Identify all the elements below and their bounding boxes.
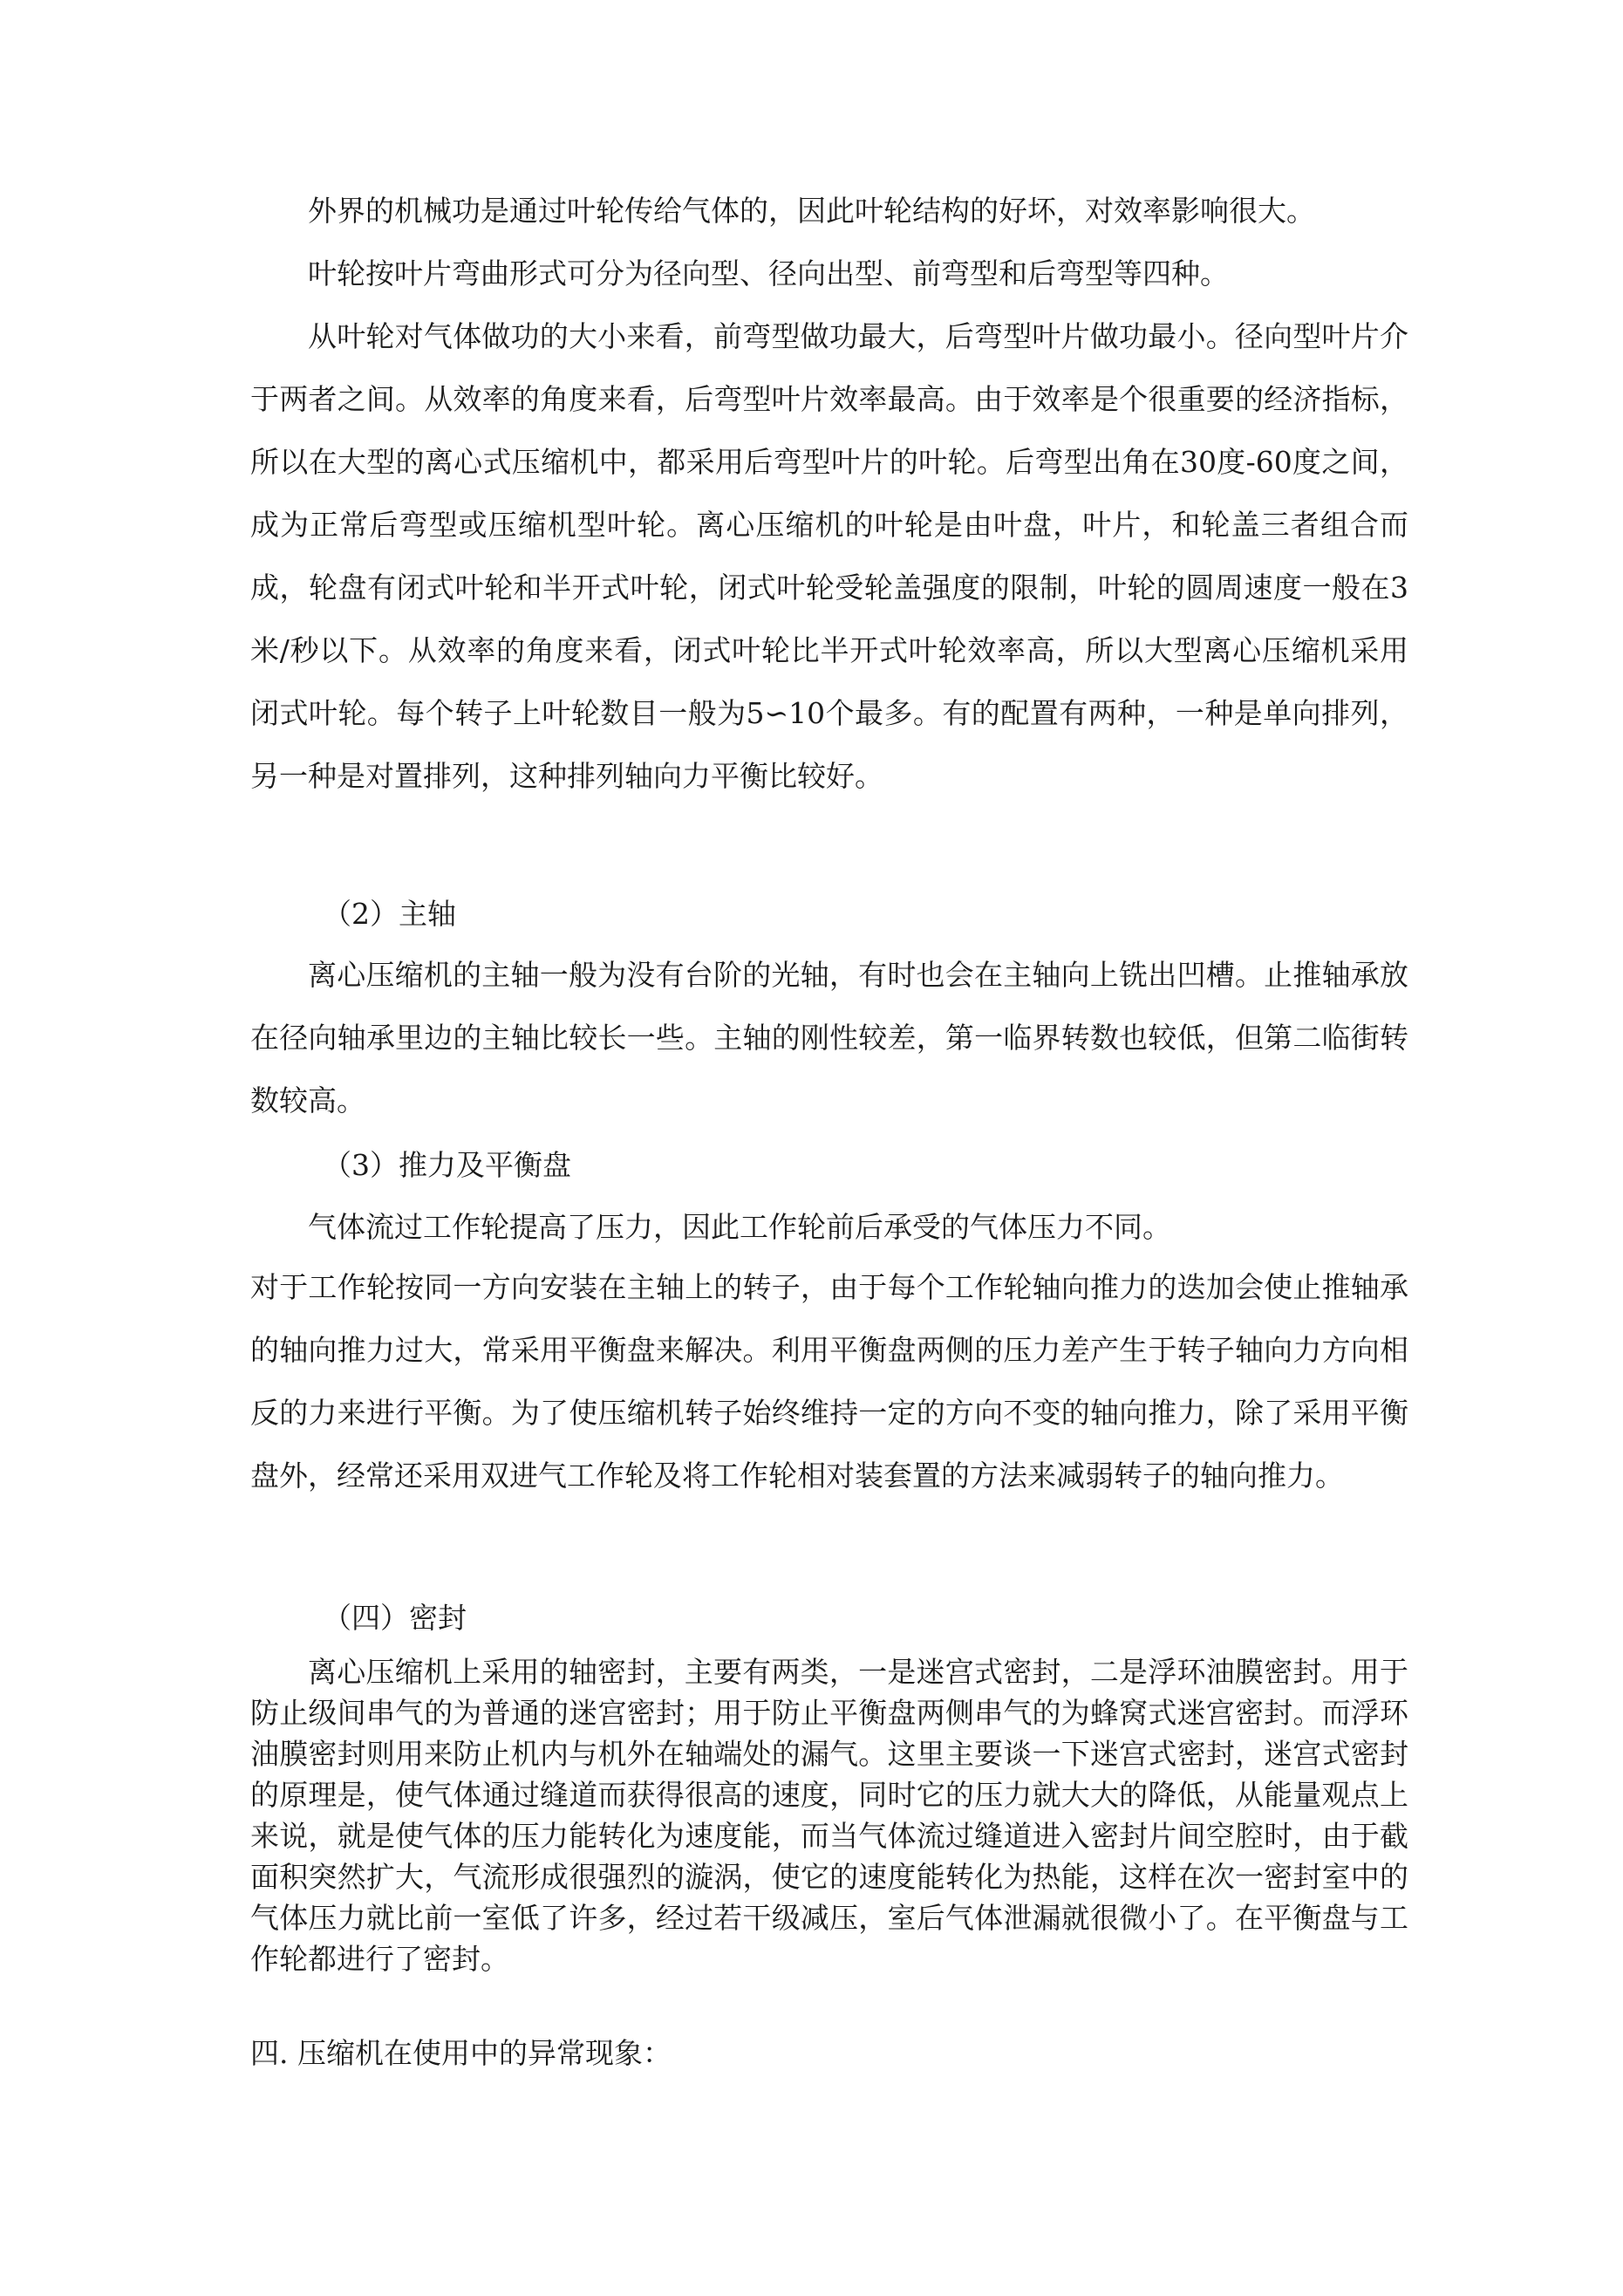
heading-section-4: 四. 压缩机在使用中的异常现象：	[250, 2036, 672, 2070]
paragraph-impeller-work: 外界的机械功是通过叶轮传给气体的，因此叶轮结构的好坏，对效率影响很大。	[308, 194, 1315, 228]
paragraph-spindle: 离心压缩机的主轴一般为没有台阶的光轴，有时也会在主轴向上铣出凹槽。止推轴承放在径向轴承里边的主轴比较长一些。主轴的刚性较差，第一临界转数也较低，但第二临街转数较高。	[250, 958, 1408, 1117]
paragraph-impeller-efficiency: 从叶轮对气体做功的大小来看，前弯型做功最大，后弯型叶片做功最小。径向型叶片介于两者之间。从效率的角度来看，后弯型叶片效率最高。由于效率是个很重要的经济指标，所以在大型的离心式压缩机中，都采用后弯型叶片的叶轮。后弯型出角在30度-60度之间，成为正常后弯型或压缩机型叶轮。离心压缩机的叶轮是由叶盘，叶片，和轮盖三者组合而成，轮盘有闭式叶轮和半开式叶轮，闭式叶轮受轮盖强度的限制，叶轮的圆周速度一般在3米/秒以下。从效率的角度来看，闭式叶轮比半开式叶轮效率高，所以大型离心压缩机采用闭式叶轮。每个转子上叶轮数目一般为5∽10个最多。有的配置有两种，一种是单向排列，另一种是对置排列，这种排列轴向力平衡比较好。	[250, 319, 1408, 793]
paragraph-seal: 离心压缩机上采用的轴密封，主要有两类，一是迷宫式密封，二是浮环油膜密封。用于防止级间串气的为普通的迷宫密封；用于防止平衡盘两侧串气的为蜂窝式迷宫密封。而浮环油膜密封则用来防止机内与机外在轴端处的漏气。这里主要谈一下迷宫式密封，迷宫式密封的原理是，使气体通过缝道而获得很高的速度，同时它的压力就大大的降低，从能量观点上来说，就是使气体的压力能转化为速度能，而当气体流过缝道进入密封片间空腔时，由于截面积突然扩大，气流形成很强烈的漩涡，使它的速度能转化为热能，这样在次一密封室中的气体压力就比前一室低了许多，经过若干级减压，室后气体泄漏就很微小了。在平衡盘与工作轮都进行了密封。	[250, 1655, 1408, 1976]
paragraph-thrust-intro: 气体流过工作轮提高了压力，因此工作轮前后承受的气体压力不同。	[308, 1210, 1171, 1244]
heading-seal: （四）密封	[323, 1601, 467, 1635]
paragraph-thrust-balance: 对于工作轮按同一方向安装在主轴上的转子，由于每个工作轮轴向推力的迭加会使止推轴承的轴向推力过大，常采用平衡盘来解决。利用平衡盘两侧的压力差产生于转子轴向力方向相反的力来进行平衡。为了使压缩机转子始终维持一定的方向不变的轴向推力，除了采用平衡盘外，经常还采用双进气工作轮及将工作轮相对装套置的方法来减弱转子的轴向推力。	[250, 1270, 1408, 1493]
heading-spindle: （2）主轴	[323, 897, 456, 931]
heading-thrust-balance-disc: （3）推力及平衡盘	[323, 1148, 571, 1182]
paragraph-impeller-types: 叶轮按叶片弯曲形式可分为径向型、径向出型、前弯型和后弯型等四种。	[308, 256, 1229, 290]
